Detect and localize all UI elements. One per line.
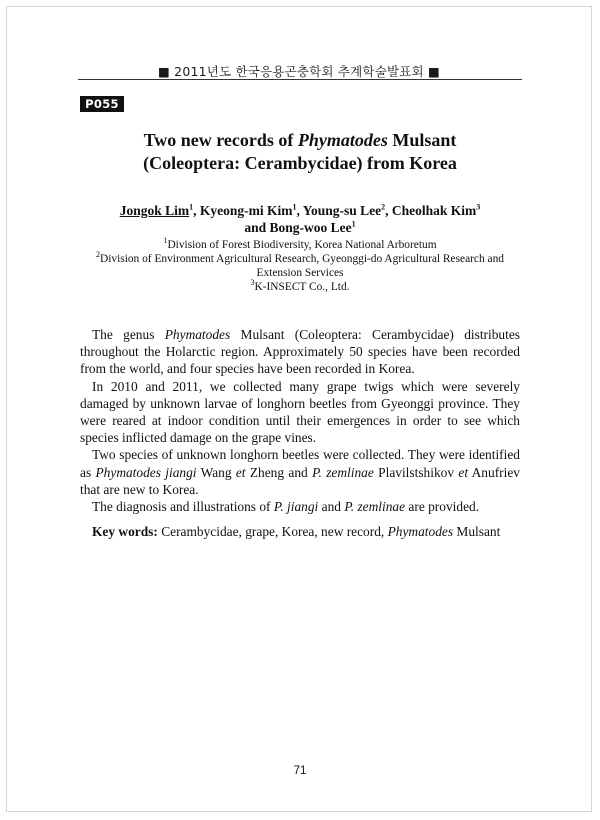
author-conjunction: and (244, 220, 270, 235)
affiliation-list (80, 238, 520, 294)
affiliation-number: 2 (96, 250, 101, 260)
text-run: and (318, 499, 345, 515)
title-line-2: (Coleoptera: Cerambycidae) from Korea (143, 153, 457, 173)
abstract-body (80, 326, 520, 515)
species-name: P. jiangi (273, 499, 319, 515)
species-name: P. zemlinae (344, 499, 406, 515)
text-run: Zheng and (245, 464, 313, 480)
author-affiliation-mark: 2 (381, 202, 386, 212)
affiliation-number: 3 (250, 278, 255, 288)
species-name: Phymatodes jiangi (95, 464, 197, 480)
affiliation-item (80, 280, 520, 294)
title-genus: Phymatodes (297, 130, 388, 150)
author-name: Cheolhak Kim (391, 203, 477, 218)
author-name-presenter: Jongok Lim (119, 203, 190, 218)
author-affiliation-mark: 1 (351, 219, 356, 229)
author-line-1 (80, 202, 520, 219)
keywords-text: Cerambycidae, grape, Korea, new record, (157, 524, 388, 539)
text-run: Wang (196, 464, 236, 480)
author-name: Kyeong-mi Kim (199, 203, 293, 218)
genus-name: Phymatodes (164, 327, 231, 342)
title-author: Mulsant (387, 130, 457, 150)
et-conjunction: et (458, 464, 469, 480)
page-number: 71 (293, 765, 307, 777)
author-line-2 (80, 219, 520, 236)
text-run: The diagnosis and illustrations of (92, 499, 274, 515)
running-head: ■ 2011년도 한국응용곤충학회 추계학술발표회 ■ (157, 64, 440, 79)
keywords-line (80, 523, 520, 540)
author-separator: , (193, 203, 200, 218)
affiliation-number: 1 (163, 236, 168, 246)
affiliation-text: Division of Environment Agricultural Research, Gyeonggi-do Agricultural Research and Extension Services (100, 253, 504, 279)
text-run: The genus (92, 327, 165, 342)
text-run: Two species of unknown longhorn beetles were collected. They were identified as (80, 447, 520, 480)
keywords-label: Key words: (92, 524, 158, 539)
author-name: Bong-woo Lee (269, 220, 352, 235)
text-run: are provided. (405, 499, 480, 515)
title-line-1 (80, 129, 520, 152)
author-affiliation-mark: 1 (189, 202, 194, 212)
affiliation-item (80, 238, 520, 252)
author-separator: , (385, 203, 392, 218)
author-separator: , (296, 203, 303, 218)
author-affiliation-mark: 3 (476, 202, 481, 212)
text-run: Anufriev that are new to Korea. (80, 464, 520, 497)
text-run: Mulsant (Coleoptera: Cerambycidae) distributes throughout the Holarctic region. Approximately 50 species have been recorded from the world, and four species have been recorded in Korea. (80, 327, 520, 377)
affiliation-text: Division of Forest Biodiversity, Korea National Arboretum (167, 239, 437, 251)
paper-code-badge: P055 (80, 96, 124, 112)
author-list (80, 202, 520, 236)
title-text: Two new records of (143, 130, 298, 150)
author-name: Young-su Lee (302, 203, 382, 218)
abstract-paragraph (80, 446, 520, 498)
keywords-text-end: Mulsant (453, 524, 501, 539)
affiliation-item (80, 252, 520, 280)
abstract-paragraph (80, 498, 520, 515)
abstract-paragraph: In 2010 and 2011, we collected many grape twigs which were severely damaged by unknown larvae of longhorn beetles from Gyeonggi province. They were reared at indoor condition until their emergences in order to see which species inflicted damage on the grape vines. (80, 378, 520, 446)
affiliation-text: K-INSECT Co., Ltd. (254, 281, 350, 293)
text-run: Plavilstshikov (373, 464, 459, 480)
abstract-paragraph (80, 326, 520, 378)
paper-title (80, 129, 520, 175)
author-affiliation-mark: 1 (292, 202, 297, 212)
header-rule (78, 79, 522, 80)
species-name: P. zemlinae (312, 464, 374, 480)
keywords-genus: Phymatodes (387, 524, 454, 539)
et-conjunction: et (235, 464, 246, 480)
